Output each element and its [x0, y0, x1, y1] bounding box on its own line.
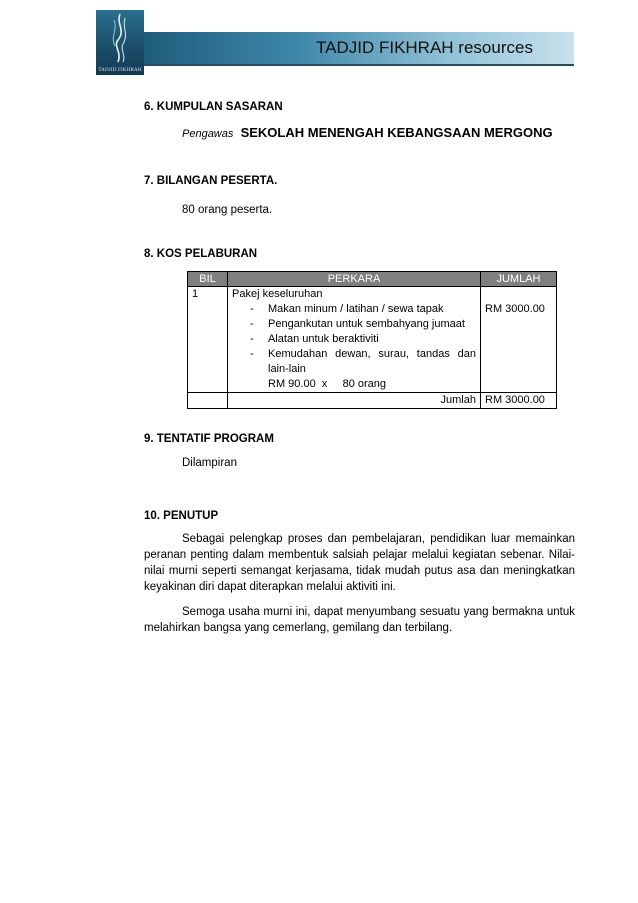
schedule-text: Dilampiran — [182, 457, 237, 469]
page-header — [96, 10, 574, 75]
closing-paragraph-2-text: Semoga usaha murni ini, dapat menyumbang sesuatu yang bermakna untuk melahirkan bangsa yang cemerlang, gemilang dan terbilang. — [144, 606, 575, 634]
list-item: - Alatan untuk beraktiviti — [250, 332, 476, 347]
participant-count: 80 orang peserta. — [182, 204, 273, 216]
tadjid-fikhrah-logo — [96, 10, 144, 75]
list-item: - Pengankutan untuk sembahyang jumaat — [250, 317, 476, 332]
cost-calculation: RM 90.00 x 80 orang — [268, 378, 387, 390]
total-empty-cell — [188, 393, 228, 409]
cost-table — [187, 271, 557, 409]
table-total-row — [188, 393, 557, 409]
target-group-line — [182, 125, 553, 140]
row-bil: 1 — [188, 287, 228, 393]
list-item: - Makan minum / latihan / sewa tapak — [250, 302, 476, 317]
section-10-heading: 10. PENUTUP — [144, 510, 219, 522]
package-items — [232, 302, 476, 377]
header-title: TADJID FIKHRAH resources — [316, 38, 533, 57]
header-divider — [144, 64, 574, 66]
table-row — [188, 287, 557, 393]
list-item: - Kemudahan dewan, surau, tandas dan lain-lain — [250, 347, 476, 377]
row-perkara — [228, 287, 481, 393]
logo-text: TADJID FIKHRAH — [98, 68, 142, 73]
school-name: SEKOLAH MENENGAH KEBANGSAAN MERGONG — [240, 125, 553, 140]
table-header-row — [188, 272, 557, 287]
closing-paragraph-2 — [144, 604, 575, 636]
package-label: Pakej keseluruhan — [232, 288, 323, 300]
closing-paragraph-1 — [144, 531, 575, 595]
column-header-jumlah: JUMLAH — [481, 272, 557, 287]
target-group-prefix: Pengawas — [182, 128, 234, 140]
column-header-perkara: PERKARA — [228, 272, 481, 287]
section-6-heading: 6. KUMPULAN SASARAN — [144, 101, 283, 113]
total-label: Jumlah — [228, 393, 481, 409]
section-9-heading: 9. TENTATIF PROGRAM — [144, 433, 274, 445]
total-amount: RM 3000.00 — [481, 393, 557, 409]
row-amount: RM 3000.00 — [481, 287, 557, 393]
closing-paragraph-1-text: Sebagai pelengkap proses dan pembelajaran, pendidikan luar memainkan peranan penting dalam membentuk salsiah pelajar melalui kegiatan sebenar. Nilai-nilai murni seperti semangat kerjasama, tidak mudah putus asa dan meningkatkan keyakinan diri dapat diterapkan melalui aktiviti ini. — [144, 533, 575, 593]
section-8-heading: 8. KOS PELABURAN — [144, 248, 258, 260]
section-7-heading: 7. BILANGAN PESERTA. — [144, 175, 278, 187]
column-header-bil: BIL — [188, 272, 228, 287]
